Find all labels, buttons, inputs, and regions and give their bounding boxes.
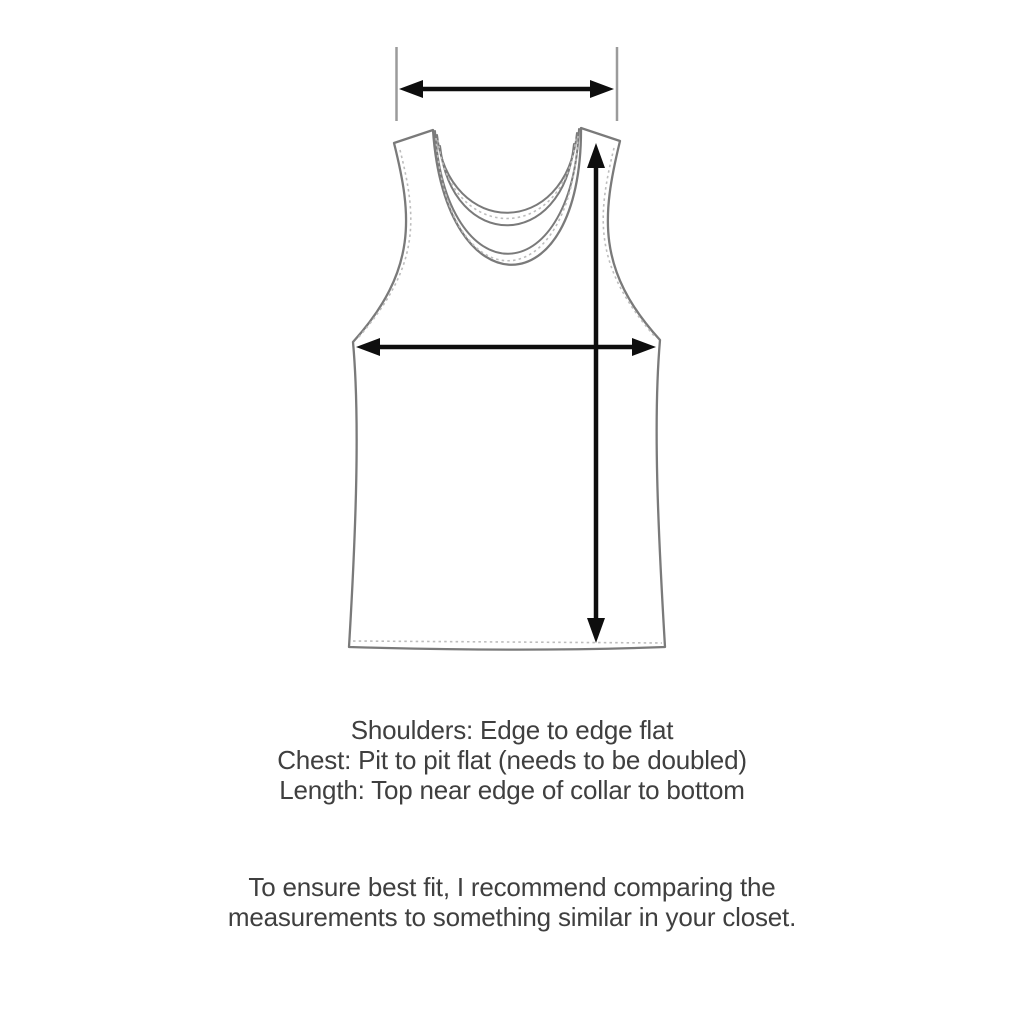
length-definition: Length: Top near edge of collar to bottom xyxy=(279,775,745,805)
extension-ticks xyxy=(397,47,618,121)
fit-note-line-2: measurements to something similar in your closet. xyxy=(227,902,797,932)
shoulder-width-arrow-icon xyxy=(399,80,614,98)
fit-note-line-1: To ensure best fit, I recommend comparing the xyxy=(248,872,776,902)
back-collar-stitching xyxy=(438,138,576,219)
chest-definition: Chest: Pit to pit flat (needs to be doubled) xyxy=(277,745,747,775)
shoulders-definition: Shoulders: Edge to edge flat xyxy=(350,715,674,745)
tank-top-silhouette xyxy=(349,128,665,650)
fit-note xyxy=(0,872,1024,932)
measurement-key xyxy=(0,715,1024,805)
collar-back-upper-edge xyxy=(437,133,577,213)
tank-top-drawing xyxy=(349,128,665,650)
